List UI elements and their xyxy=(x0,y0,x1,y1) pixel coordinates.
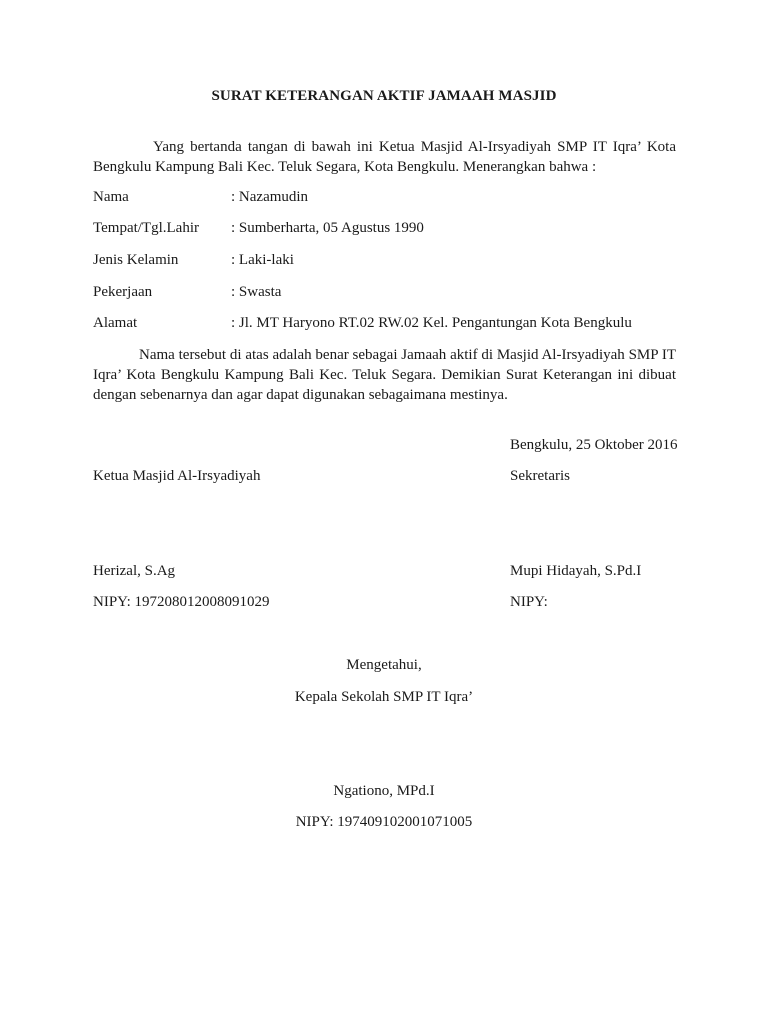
field-value: : Laki-laki xyxy=(231,252,294,268)
field-label: Alamat xyxy=(93,315,138,331)
acknowledgement-heading: Mengetahui, xyxy=(346,657,422,673)
acknowledgement-nipy: NIPY: 197409102001071005 xyxy=(295,814,473,830)
field-value: : Swasta xyxy=(231,284,282,300)
field-value: : Nazamudin xyxy=(231,189,309,205)
right-signatory-nipy: NIPY: xyxy=(510,594,548,610)
field-label: Jenis Kelamin xyxy=(93,252,179,268)
field-label: Tempat/Tgl.Lahir xyxy=(93,220,199,236)
field-value: : Sumberharta, 05 Agustus 1990 xyxy=(231,220,424,236)
left-signatory-name: Herizal, S.Ag xyxy=(93,563,176,579)
acknowledgement-role: Kepala Sekolah SMP IT Iqra’ xyxy=(294,689,474,705)
letter-title: SURAT KETERANGAN AKTIF JAMAAH MASJID xyxy=(211,88,557,104)
acknowledgement-name: Ngationo, MPd.I xyxy=(333,783,435,799)
left-signatory-role: Ketua Masjid Al-Irsyadiyah xyxy=(93,468,261,484)
field-value: : Jl. MT Haryono RT.02 RW.02 Kel. Pengantungan Kota Bengkulu xyxy=(231,315,632,331)
field-label: Nama xyxy=(93,189,129,205)
left-signatory-nipy: NIPY: 197208012008091029 xyxy=(93,594,270,610)
right-signatory-name: Mupi Hidayah, S.Pd.I xyxy=(510,563,642,579)
field-label: Pekerjaan xyxy=(93,284,153,300)
closing-paragraph: Nama tersebut di atas adalah benar sebagai Jamaah aktif di Masjid Al-Irsyadiyah SMP IT Iqra’ Kota Bengkulu Kampung Bali Kec. Teluk Segara. Demikian Surat Keterangan ini dibuat dengan sebenarnya dan agar dapat digunakan sebagaimana mestinya. xyxy=(93,347,676,403)
place-date: Bengkulu, 25 Oktober 2016 xyxy=(510,437,678,453)
opening-paragraph: Yang bertanda tangan di bawah ini Ketua Masjid Al-Irsyadiyah SMP IT Iqra’ Kota Bengkulu Kampung Bali Kec. Teluk Segara, Kota Bengkulu. Menerangkan bahwa : xyxy=(93,139,676,175)
right-signatory-role: Sekretaris xyxy=(510,468,570,484)
